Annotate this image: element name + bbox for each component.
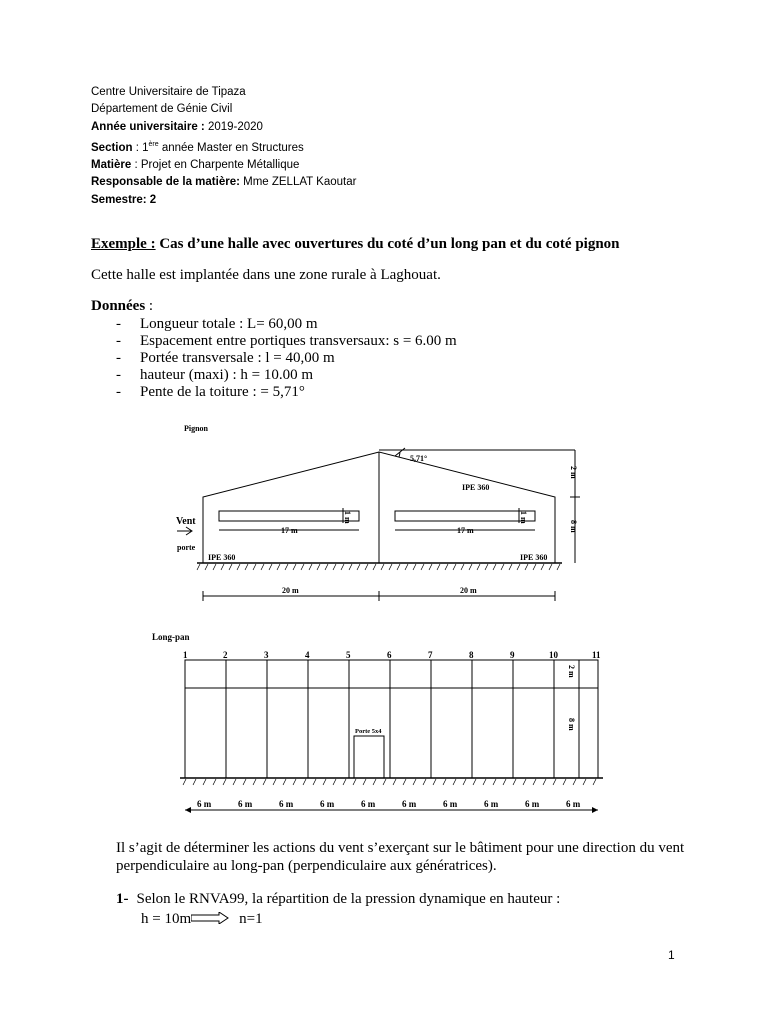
porte-label: porte [177,543,196,552]
step-text: Selon le RNVA99, la répartition de la pression dynamique en hauteur : [136,891,561,907]
step-1 [116,891,560,908]
frame-number: 5 [346,650,351,660]
example-title-text: Cas d’une halle avec ouvertures du coté d’un long pan et du coté pignon [155,236,620,252]
step-number: 1- [116,891,129,907]
list-item: - Longueur totale : L= 60,00 m [116,316,457,333]
list-item: - Pente de la toiture : = 5,71° [116,384,457,401]
spacing-label: 6 m [197,799,212,809]
longpan-title: Long-pan [152,632,190,642]
ipe-left-label: IPE 360 [208,553,236,562]
spacing-label: 6 m [402,799,417,809]
door-label: Porte 5x4 [355,728,382,735]
opening-right-width: 17 m [457,526,474,535]
longpan-8m-label: 8 m [567,718,576,731]
subject: Matière : Projet en Charpente Métallique [91,159,300,172]
vent-label: Vent [176,516,196,527]
height-2m-label: 2 m [569,466,578,479]
opening-right-height: 1 m [519,511,528,524]
list-item: - Espacement entre portiques transversaux: s = 6.00 m [116,333,457,350]
frame-number: 9 [510,650,515,660]
beam-label-top: IPE 360 [462,483,490,492]
intro-text: Cette halle est implantée dans une zone rurale à Laghouat. [91,267,441,283]
example-label: Exemple : [91,236,156,252]
list-item: - hauteur (maxi) : h = 10.00 m [116,367,457,384]
longpan-2m-label: 2 m [567,665,576,678]
spacing-label: 6 m [525,799,540,809]
span-left-label: 20 m [282,586,299,595]
frame-number: 1 [183,650,188,660]
pignon-angle: 5,71° [410,454,428,463]
spacing-label: 6 m [566,799,581,809]
formula-left: h = 10m [141,911,192,927]
span-right-label: 20 m [460,586,477,595]
pignon-title: Pignon [184,424,209,433]
institution: Centre Universitaire de Tipaza [91,86,246,98]
frame-number: 7 [428,650,433,660]
frame-number: 3 [264,650,269,660]
frame-number: 6 [387,650,392,660]
spacing-label: 6 m [238,799,253,809]
frame-number: 8 [469,650,474,660]
frame-number: 11 [592,650,601,660]
spacing-label: 6 m [443,799,458,809]
ipe-right-label: IPE 360 [520,553,548,562]
semester: Semestre: 2 [91,193,157,206]
section: Section : 1ère année Master en Structures [91,140,304,154]
list-item: - Portée transversale : l = 40,00 m [116,350,457,367]
spacing-label: 6 m [279,799,294,809]
implies-arrow-icon [191,912,229,924]
frame-number: 10 [549,650,558,660]
longpan-ground-hatching [183,779,596,785]
frame-number: 2 [223,650,228,660]
opening-left-height: 1 m [343,511,352,524]
formula-line [141,911,263,928]
spacing-label: 6 m [361,799,376,809]
formula-right: n=1 [239,911,263,927]
explanation-paragraph: Il s’agit de déterminer les actions du vent s’exerçant sur le bâtiment pour une direction du vent perpendiculaire au long-pan (perpendiculaire aux génératrices). [116,840,685,874]
frame-number: 4 [305,650,310,660]
opening-left-width: 17 m [281,526,298,535]
academic-year: Année universitaire : 2019-2020 [91,120,263,133]
department: Département de Génie Civil [91,103,233,116]
course-responsible: Responsable de la matière: Mme ZELLAT Kaoutar [91,176,357,189]
spacing-label: 6 m [320,799,335,809]
page-number: 1 [668,948,675,962]
donnees-heading: Données : [91,298,154,314]
height-8m-label: 8 m [569,520,578,533]
spacing-label: 6 m [484,799,499,809]
